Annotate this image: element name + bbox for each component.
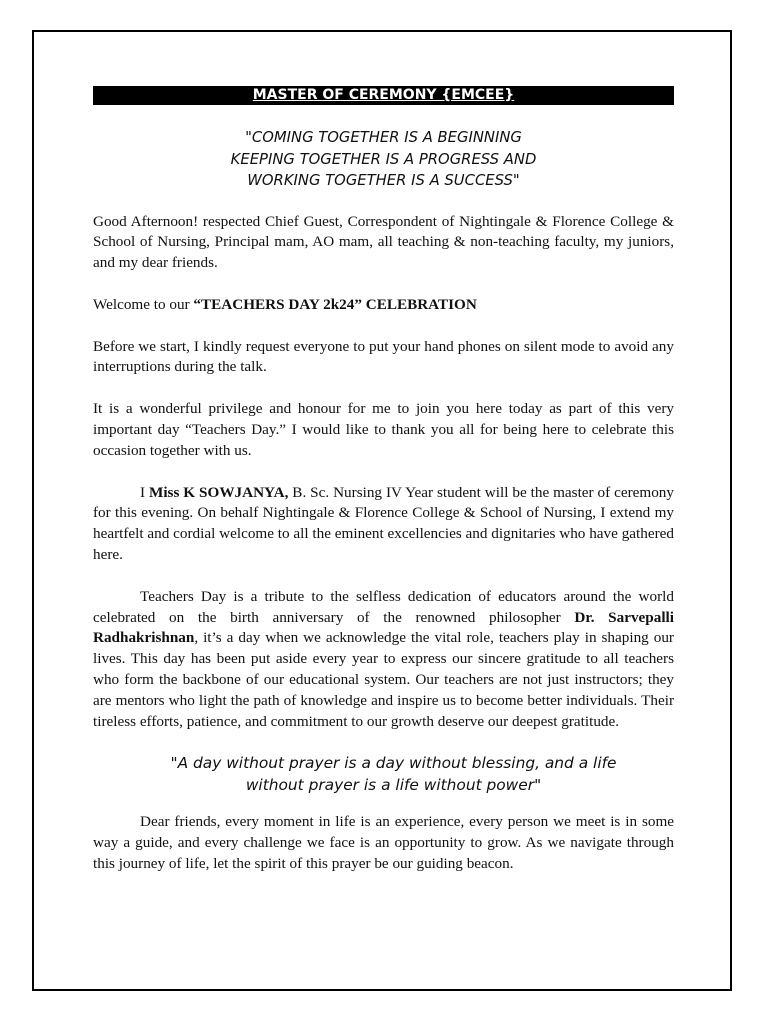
privilege-paragraph: It is a wonderful privilege and honour for me to join you here today as part of this very important day “Teachers Day.” I would like to thank you all for being here to celebrate this occasion together with us. xyxy=(93,400,674,459)
document-body xyxy=(93,86,674,875)
closing-paragraph: Dear friends, every moment in life is an experience, every person we meet is in some way a guide, and every challenge we face is an opportunity to grow. As we navigate through this journey of life, let the spirit of this prayer be our guiding beacon. xyxy=(93,813,674,873)
opening-quote xyxy=(93,127,674,192)
emcee-name: Miss K SOWJANYA, xyxy=(149,483,289,501)
tribute-paragraph xyxy=(93,587,674,733)
intro-rest: B. Sc. Nursing IV Year student will be the master of ceremony for this evening. On behalf Nightingale & Florence College & School of Nursing, I extend my heartfelt and cordial welcome to all the eminent excellencies and dignitaries who have gathered here. xyxy=(93,483,674,564)
opening-quote-line-3: WORKING TOGETHER IS A SUCCESS" xyxy=(247,172,520,189)
opening-quote-line-2: KEEPING TOGETHER IS A PROGRESS AND xyxy=(230,150,537,168)
prayer-quote-line-2: without prayer is a life without power" xyxy=(245,776,542,795)
welcome-paragraph xyxy=(93,295,674,316)
tribute-prefix: Teachers Day is a tribute to the selfless dedication of educators around the world celebrated on the birth anniversary of the renowned philosopher xyxy=(93,587,674,626)
welcome-prefix: Welcome to our xyxy=(93,295,194,313)
greeting-paragraph: Good Afternoon! respected Chief Guest, Correspondent of Nightingale & Florence College & School of Nursing, Principal mam, AO mam, all teaching & non-teaching faculty, my juniors, and my dear friends. xyxy=(93,212,674,272)
phones-paragraph: Before we start, I kindly request everyone to put your hand phones on silent mode to avoid any interruptions during the talk. xyxy=(93,337,674,376)
event-name: “TEACHERS DAY 2k24” CELEBRATION xyxy=(193,295,477,313)
philosopher-name: Dr. Sarvepalli Radhakrishnan xyxy=(93,608,674,647)
intro-paragraph xyxy=(93,483,674,566)
document-title: MASTER OF CEREMONY {EMCEE} xyxy=(93,86,674,105)
tribute-rest: , it’s a day when we acknowledge the vital role, teachers play in shaping our lives. This day has been put aside every year to express our sincere gratitude to all teachers who form the backbone of our educational system. Our teachers are not just instructors; they are mentors who light the path of knowledge and inspire us to become better individuals. Their tireless efforts, patience, and commitment to our growth deserve our deepest gratitude. xyxy=(93,629,674,730)
prayer-quote xyxy=(93,752,674,796)
prayer-quote-line-1: "A day without prayer is a day without blessing, and a life xyxy=(170,754,617,773)
opening-quote-line-1: "COMING TOGETHER IS A BEGINNING xyxy=(245,129,522,146)
intro-prefix: I xyxy=(140,483,149,501)
